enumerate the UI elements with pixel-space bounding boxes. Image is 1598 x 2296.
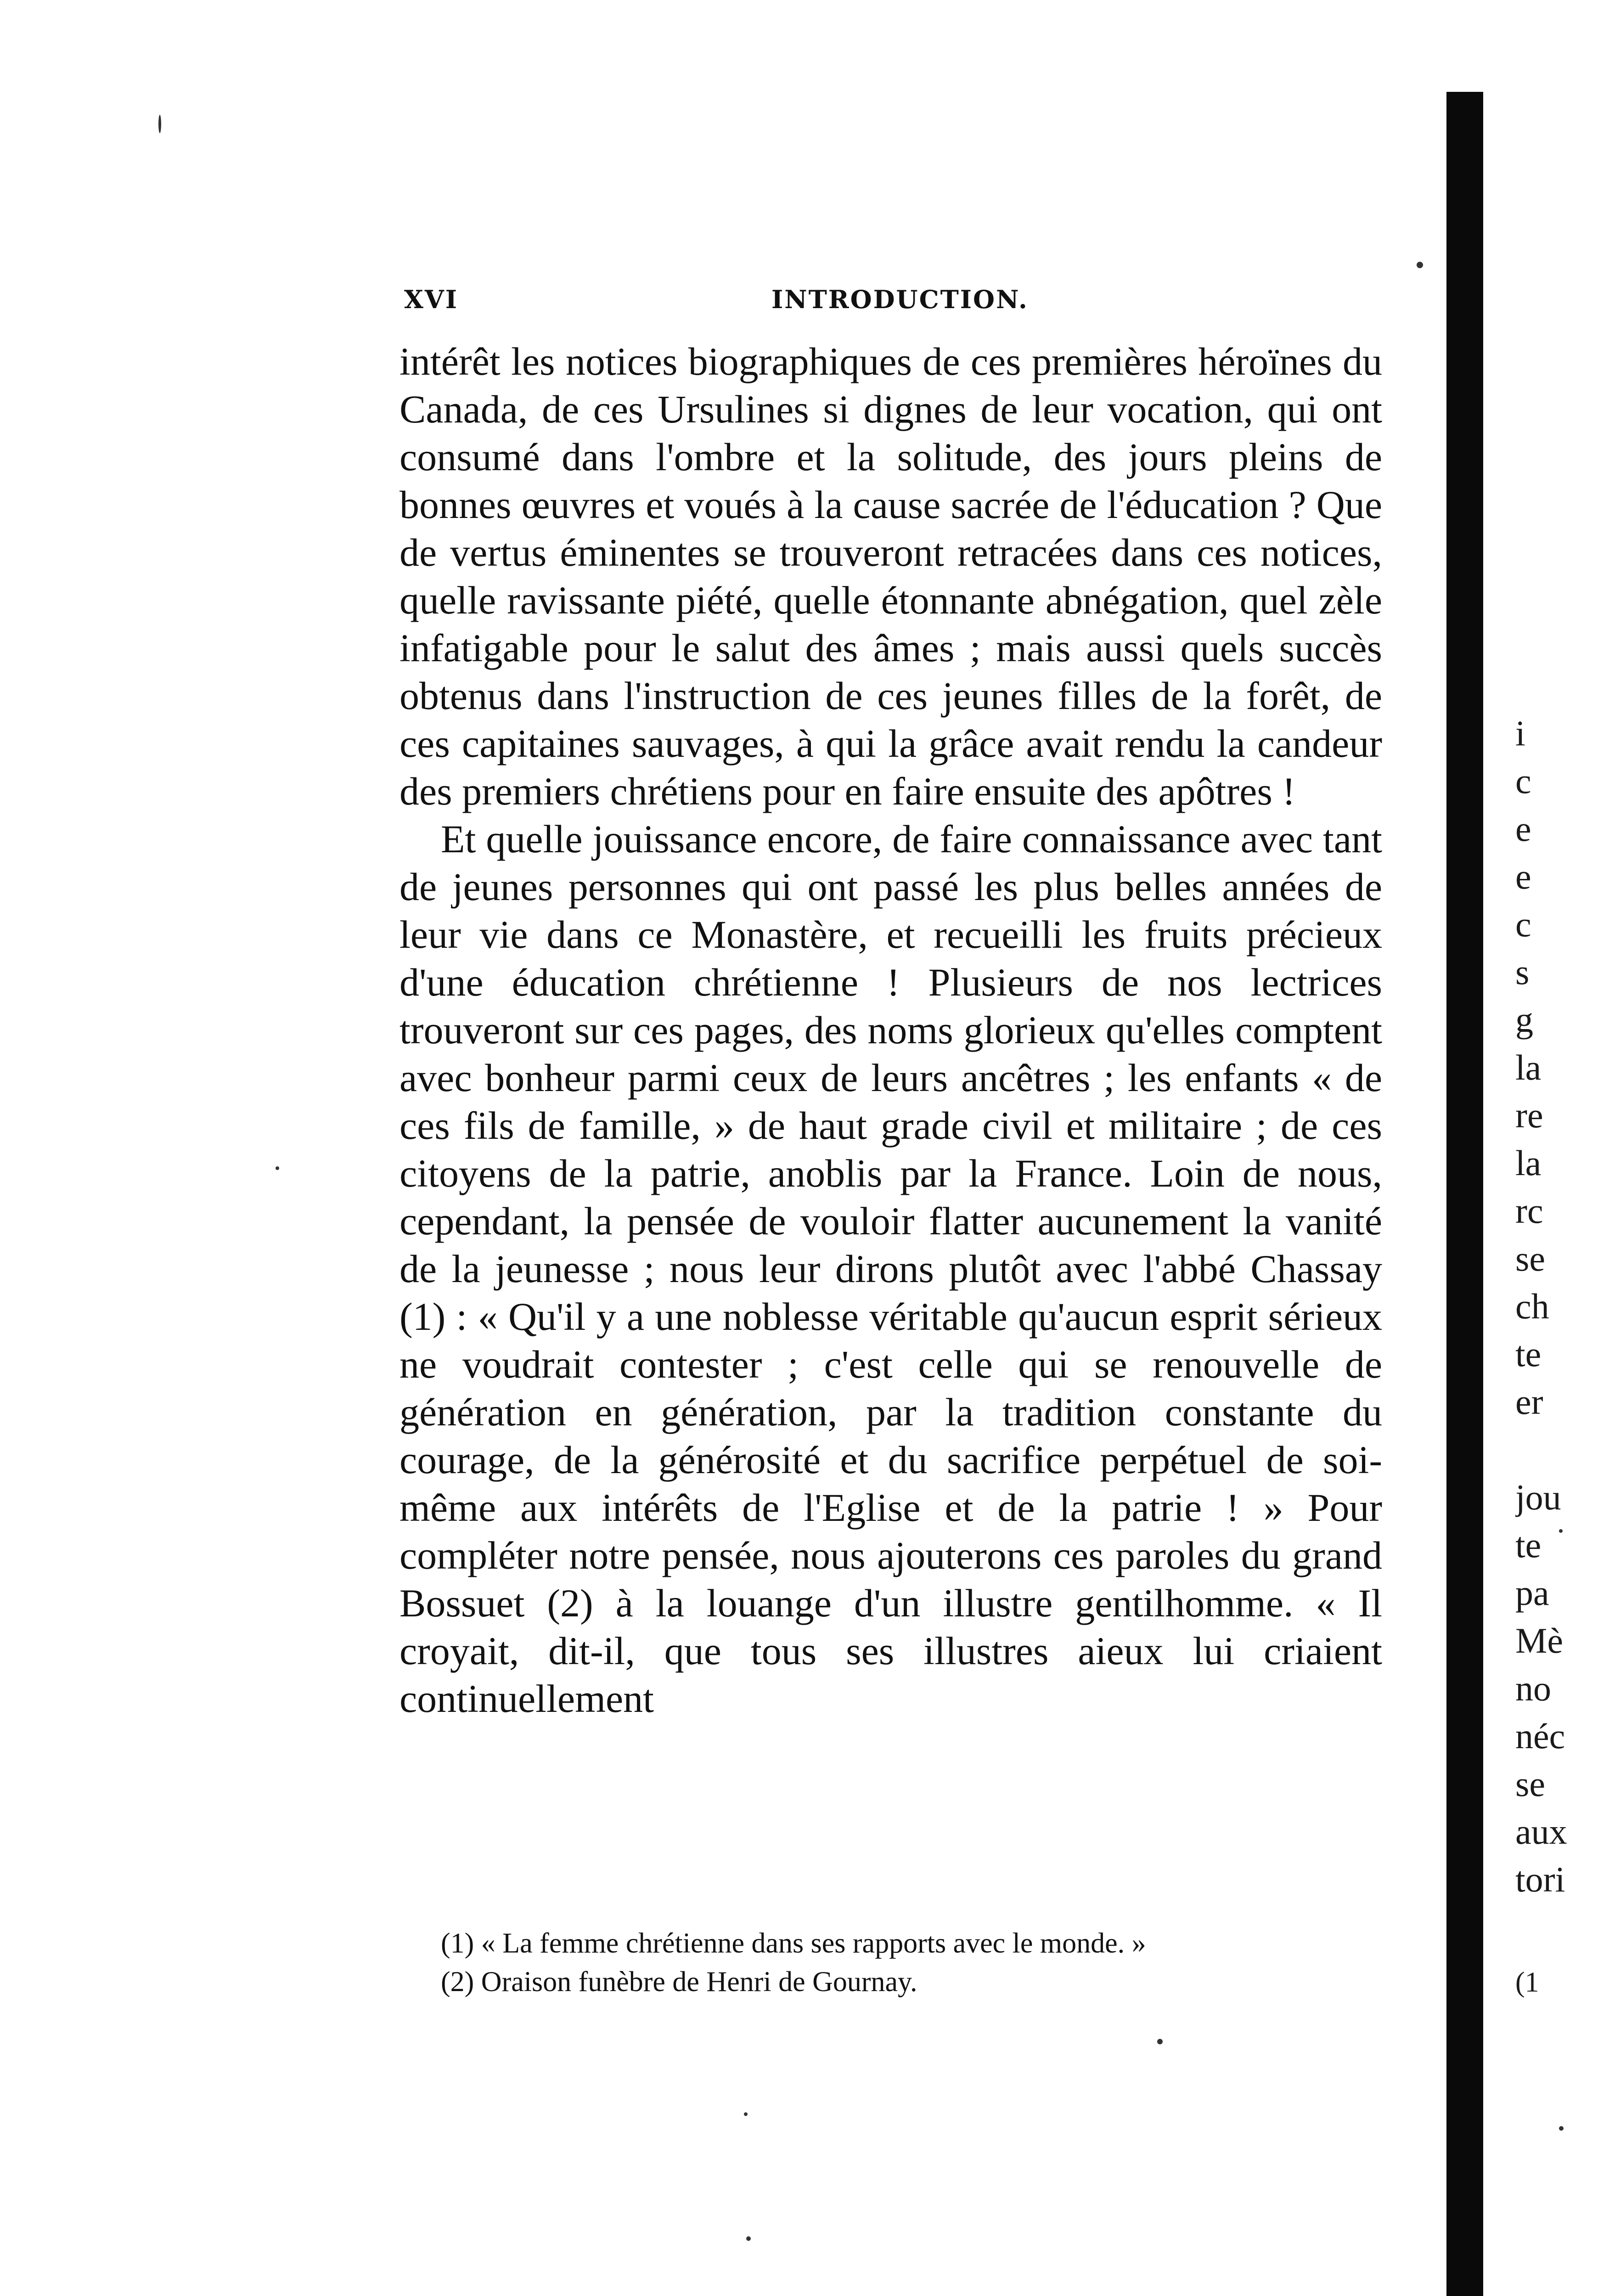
fragment-line: er: [1515, 1382, 1543, 1422]
fragment-line: c: [1515, 904, 1531, 944]
fragment-line: pa: [1515, 1573, 1549, 1613]
fragment-line: Mè: [1515, 1621, 1563, 1660]
scan-speck: [1559, 2126, 1564, 2131]
fragment-line: se: [1515, 1764, 1545, 1804]
footnote-2: (2) Oraison funèbre de Henri de Gournay.: [441, 1966, 917, 1998]
body-text: [400, 338, 1382, 1722]
running-title: INTRODUCTION.: [771, 285, 1029, 314]
fragment-line: se: [1515, 1238, 1545, 1278]
scan-speck: [1559, 1529, 1563, 1533]
scan-speck: [1157, 2039, 1163, 2044]
scan-speck: [276, 1166, 279, 1170]
fragment-line: aux: [1515, 1812, 1567, 1851]
fragment-line: re: [1515, 1095, 1543, 1135]
binding-shadow: [1446, 92, 1483, 2296]
fragment-footnote: (1: [1515, 1967, 1539, 1998]
footnote-1: (1) « La femme chrétienne dans ses rapports avec le monde. »: [441, 1928, 1146, 1959]
scan-speck: [158, 115, 161, 133]
fragment-line: néc: [1515, 1716, 1565, 1756]
fragment-gap: [1515, 1426, 1598, 1474]
fragment-line: g: [1515, 1000, 1533, 1040]
fragment-line: c: [1515, 761, 1531, 801]
footnotes: [441, 1924, 1382, 2001]
scan-speck: [746, 2236, 751, 2241]
paragraph-continuation: intérêt les notices biographiques de ces premières héroïnes du Canada, de ces Ursulines si dignes de leur vocation, qui ont consumé dans l'ombre et la solitude, des jours pleins de bonnes œuvres et voués à la cause sacrée de l'éducation ? Que de vertus éminentes se trouveront retracées dans ces notices, quelle ravissante piété, quelle étonnante abnégation, quel zèle infatigable pour le salut des âmes ; mais aussi quels succès obtenus dans l'instruction de ces jeunes filles de la forêt, de ces capitaines sauvages, à qui la grâce avait rendu la candeur des premiers chrétiens pour en faire ensuite des apôtres !: [400, 339, 1382, 813]
fragment-line: rc: [1515, 1191, 1543, 1231]
fragment-line: la: [1515, 1143, 1542, 1183]
paragraph: Et quelle jouissance encore, de faire connaissance avec tant de jeunes personnes qui ont passé les plus belles années de leur vie dans ce Monastère, et recueilli les fruits précieux d'une éducation chrétienne ! Plusieurs de nos lectrices trouveront sur ces pages, des noms glorieux qu'elles comptent avec bonheur parmi ceux de leurs ancêtres ; les enfants « de ces fils de famille, » de haut grade civil et militaire ; de ces citoyens de la patrie, anoblis par la France. Loin de nous, cependant, la pensée de vouloir flatter aucunement la vanité de la jeunesse ; nous leur dirons plutôt avec l'abbé Chassay (1) : « Qu'il y a une noblesse véritable qu'aucun esprit sérieux ne voudrait contester ; c'est celle qui se renouvelle de génération en génération, par la tradition constante du courage, de la générosité et du sacrifice perpétuel de soi-même aux intérêts de l'Eglise et de la patrie ! » Pour compléter notre pensée, nous ajouterons ces paroles du grand Bossuet (2) à la louange d'un illustre gentilhomme. « Il croyait, dit-il, que tous ses illustres aieux lui criaient continuellement: [400, 817, 1382, 1721]
scan-speck: [1417, 262, 1423, 268]
fragment-line: te: [1515, 1334, 1542, 1374]
fragment-line: tori: [1515, 1859, 1565, 1899]
fragment-line: jou: [1515, 1477, 1561, 1517]
fragment-line: s: [1515, 952, 1530, 992]
fragment-line: i: [1515, 713, 1525, 753]
fragment-line: e: [1515, 809, 1531, 849]
page-number: XVI: [404, 285, 459, 314]
fragment-line: te: [1515, 1525, 1542, 1565]
facing-page-fragments: [1515, 709, 1598, 2006]
running-head: [404, 285, 1378, 321]
fragment-line: no: [1515, 1668, 1551, 1708]
fragment-line: e: [1515, 856, 1531, 896]
scan-speck: [744, 2112, 748, 2116]
fragment-line: ch: [1515, 1286, 1549, 1326]
fragment-line: la: [1515, 1047, 1542, 1087]
